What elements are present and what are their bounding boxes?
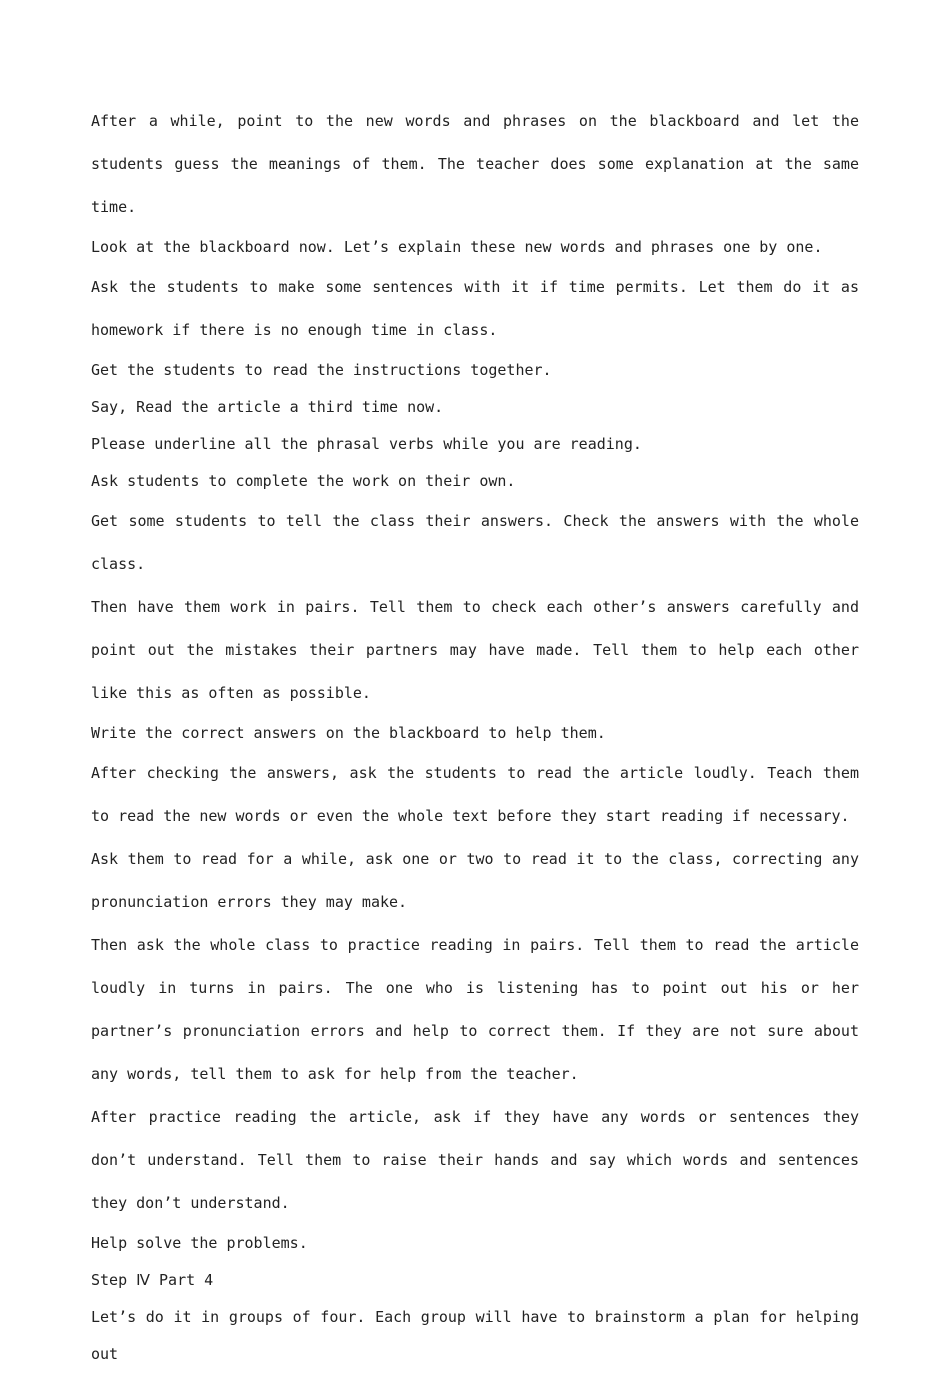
paragraph-14: After practice reading the article, ask if they have any words or sentences they don’t understand. Tell them to raise their hands and say which words and sentences they don’t understand. [91, 1108, 859, 1212]
paragraph-2: Look at the blackboard now. Let’s explain these new words and phrases one by one. [91, 238, 823, 256]
paragraph-17: Let’s do it in groups of four. Each group will have to brainstorm a plan for helping out [91, 1308, 859, 1363]
paragraph-13: Then ask the whole class to practice reading in pairs. Tell them to read the article loudly in turns in pairs. The one who is listening has to point out his or her partner’s pronunciation errors and help to correct them. If they are not sure about any words, tell them to ask for help from the teacher. [91, 936, 859, 1083]
paragraph-12: Ask them to read for a while, ask one or two to read it to the class, correcting any pronunciation errors they may make. [91, 850, 859, 911]
paragraph-1: After a while, point to the new words and phrases on the blackboard and let the students guess the meanings of them. The teacher does some explanation at the same time. [91, 112, 859, 216]
paragraph-8: Get some students to tell the class their answers. Check the answers with the whole class. [91, 512, 859, 573]
paragraph-11: After checking the answers, ask the students to read the article loudly. Teach them to read the new words or even the whole text before they start reading if necessary. [91, 764, 859, 825]
paragraph-9: Then have them work in pairs. Tell them to check each other’s answers carefully and point out the mistakes their partners may have made. Tell them to help each other like this as often as possible. [91, 598, 859, 702]
paragraph-15: Help solve the problems. [91, 1234, 308, 1252]
paragraph-6: Please underline all the phrasal verbs while you are reading. [91, 435, 642, 453]
paragraph-4: Get the students to read the instructions together. [91, 361, 552, 379]
step-heading: Step Ⅳ Part 4 [91, 1271, 214, 1289]
paragraph-7: Ask students to complete the work on their own. [91, 472, 516, 490]
paragraph-10: Write the correct answers on the blackboard to help them. [91, 724, 606, 742]
document-page [91, 100, 859, 1373]
paragraph-5: Say, Read the article a third time now. [91, 398, 444, 416]
paragraph-3: Ask the students to make some sentences with it if time permits. Let them do it as homework if there is no enough time in class. [91, 278, 859, 339]
